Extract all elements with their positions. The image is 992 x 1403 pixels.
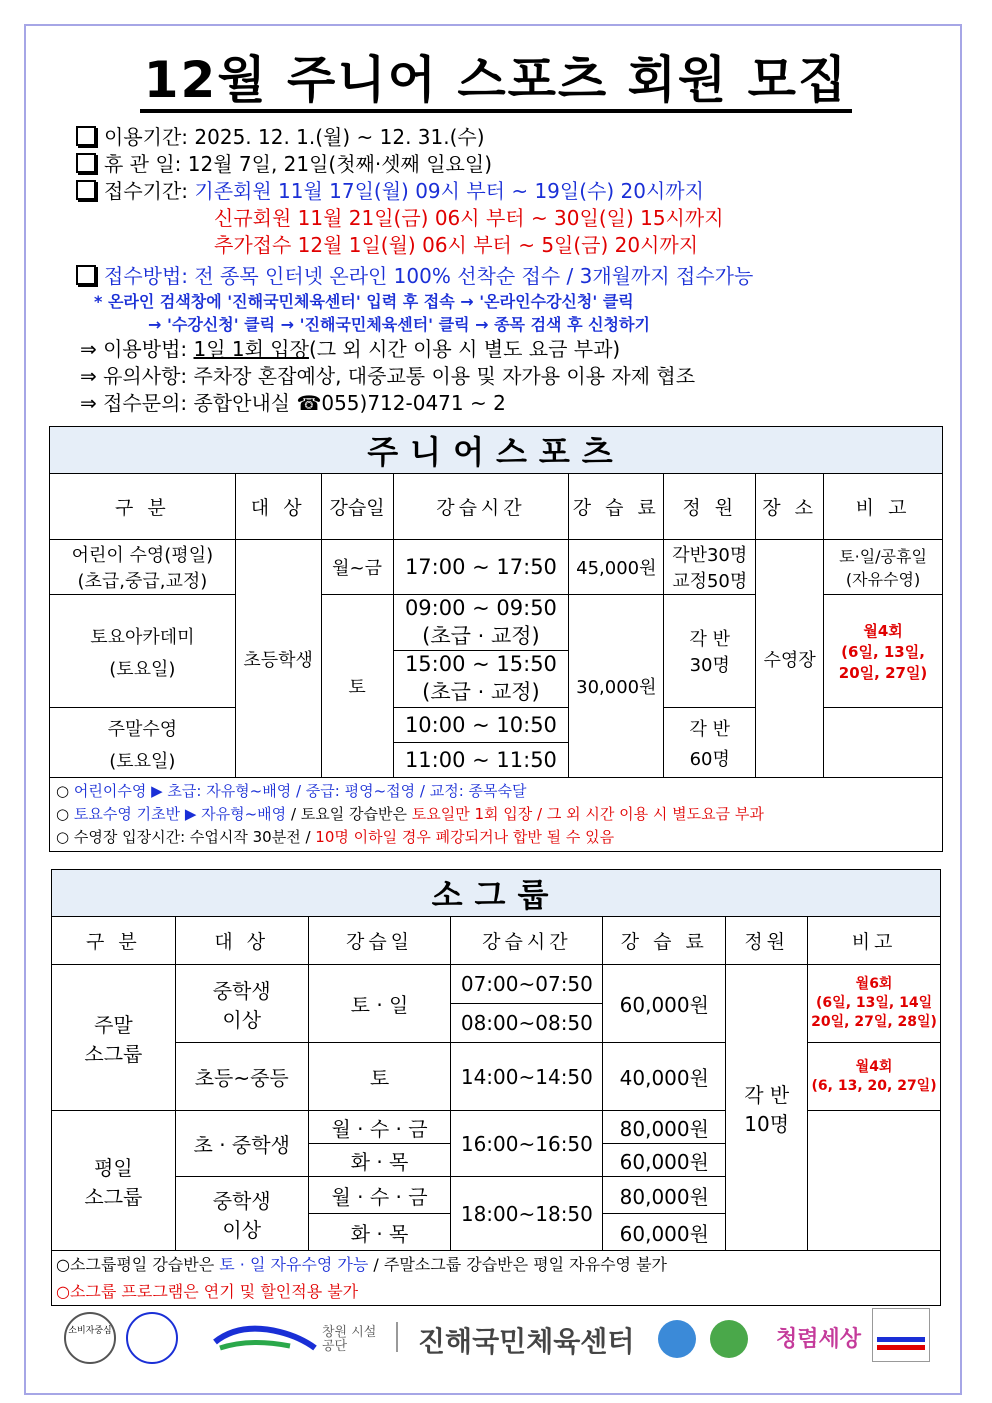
fee: 40,000원	[603, 1043, 726, 1111]
small-col-headers	[52, 917, 941, 965]
fee: 30,000원	[569, 595, 664, 778]
mascot-icon	[658, 1320, 696, 1358]
reg-row: 접수기간: 기존회원 11월 17일(월) 09시 부터 ~ 19일(수) 20시까지	[76, 178, 956, 205]
checkbox-icon	[76, 126, 96, 146]
footer-line-2: ○소그룹 프로그램은 연기 및 할인적용 불가	[56, 1282, 359, 1301]
consumer-logo: 소비자중심	[64, 1312, 116, 1364]
logo-bar	[60, 1308, 930, 1368]
contact-row: ⇒ 접수문의: 종합안내실 ☎055)712-0471 ~ 2	[80, 391, 506, 415]
capacity: 각 반 30명	[664, 595, 756, 708]
period-row: 이용기간: 2025. 12. 1.(월) ~ 12. 31.(수)	[76, 124, 956, 151]
program-name: 주말수영 (토요일)	[50, 708, 236, 778]
seal-logo	[126, 1312, 178, 1364]
col-header: 강습시간	[393, 474, 569, 540]
small-group-table	[51, 869, 941, 1306]
table-row	[50, 540, 943, 595]
checkbox-icon	[76, 265, 96, 285]
col-header: 강습일	[308, 917, 451, 965]
time: 10:00 ~ 10:50	[393, 708, 569, 743]
checkbox-icon	[76, 180, 96, 200]
days: 월 · 수 · 금	[308, 1111, 451, 1144]
days: 토	[308, 1043, 451, 1111]
place: 수영장	[756, 540, 824, 778]
capacity: 각 반 10명	[726, 965, 808, 1251]
method-row: 접수방법: 전 종목 인터넷 온라인 100% 선착순 접수 / 3개월까지 접수가능	[76, 263, 956, 290]
col-header: 비 고	[824, 474, 943, 540]
note-empty	[808, 1111, 941, 1251]
org-name: 창원 시설공단	[322, 1325, 377, 1354]
target: 초 · 중학생	[175, 1111, 308, 1177]
col-header: 정 원	[664, 474, 756, 540]
note: 월6회 (6일, 13일, 14일 20일, 27일, 28일)	[808, 965, 941, 1043]
reg-new-row: 신규회원 11월 21일(금) 06시 부터 ~ 30일(일) 15시까지	[214, 206, 724, 230]
days: 월~금	[321, 540, 393, 595]
program-name: 어린이 수영(평일) (초급,중급,교정)	[50, 540, 236, 595]
time: 18:00~18:50	[451, 1177, 603, 1251]
center-name: 진해국민체육센터	[418, 1325, 635, 1358]
col-header: 강습일	[321, 474, 393, 540]
fee: 45,000원	[569, 540, 664, 595]
note: 월4회 (6일, 13일, 20일, 27일)	[824, 595, 943, 708]
junior-sports-table	[49, 426, 943, 852]
col-header: 대 상	[235, 474, 321, 540]
days: 화 · 목	[308, 1214, 451, 1251]
footer-line-3: ○ 수영장 입장시간: 수업시작 30분전 / 10명 이하일 경우 폐강되거나 합반 될 수 있음	[56, 828, 615, 846]
time: 07:00~07:50	[451, 965, 603, 1004]
days: 화 · 목	[308, 1144, 451, 1177]
time: 14:00~14:50	[451, 1043, 603, 1111]
divider	[396, 1322, 398, 1352]
clean-logo: 청렴세상	[776, 1327, 862, 1352]
small-group-header: 소그룹	[52, 870, 941, 917]
weekend-group: 주말 소그룹	[52, 965, 176, 1111]
reg-extra-row: 추가접수 12월 1일(월) 06시 부터 ~ 5일(금) 20시까지	[214, 233, 699, 257]
target: 초등~중등	[175, 1043, 308, 1111]
fee: 60,000원	[603, 1214, 726, 1251]
col-header: 구 분	[52, 917, 176, 965]
footer-line-1: ○ 어린이수영 ▶ 초급: 자유형~배영 / 중급: 평영~접영 / 교정: 종목숙달	[56, 782, 527, 800]
junior-header: 주니어스포츠	[50, 427, 943, 474]
col-header: 강 습 료	[569, 474, 664, 540]
col-header: 정원	[726, 917, 808, 965]
usage-row: ⇒ 이용방법: 1일 1회 입장(그 외 시간 이용 시 별도 요금 부과)	[80, 337, 621, 361]
certificate-logo	[872, 1308, 930, 1362]
footer-line-2: ○ 토요수영 기초반 ▶ 자유형~배영 / 토요일 강습반은 토요일만 1회 입장 / 그 외 시간 이용 시 별도요금 부과	[56, 805, 764, 823]
time: 09:00 ~ 09:50 (초급 · 교정)	[393, 595, 569, 651]
time: 08:00~08:50	[451, 1004, 603, 1043]
col-header: 구 분	[50, 474, 236, 540]
table-row	[52, 1043, 941, 1111]
footer-line-1: ○소그룹평일 강습반은 토 · 일 자유수영 가능 / 주말소그룹 강습반은 평일 자유수영 불가	[56, 1255, 667, 1274]
target: 중학생 이상	[175, 1177, 308, 1251]
caution-row: ⇒ 유의사항: 주차장 혼잡예상, 대중교통 이용 및 자가용 이용 자제 협조	[80, 364, 696, 388]
weekday-group: 평일 소그룹	[52, 1111, 176, 1251]
col-header: 비고	[808, 917, 941, 965]
col-header: 강 습 료	[603, 917, 726, 965]
page-title: 12월 주니어 스포츠 회원 모집	[0, 40, 992, 112]
col-header: 강습시간	[451, 917, 603, 965]
time: 17:00 ~ 17:50	[393, 540, 569, 595]
target: 중학생 이상	[175, 965, 308, 1043]
checkbox-icon	[76, 153, 96, 173]
program-name: 토요아카데미 (토요일)	[50, 595, 236, 708]
time: 16:00~16:50	[451, 1111, 603, 1177]
junior-col-headers	[50, 474, 943, 540]
days: 월 · 수 · 금	[308, 1177, 451, 1214]
fee: 60,000원	[603, 1144, 726, 1177]
wave-logo-icon	[210, 1322, 320, 1358]
mascot-icon	[710, 1320, 748, 1358]
note-line-2: → '수강신청' 클릭 → '진해국민체육센터' 클릭 → 종목 검색 후 신청하기	[148, 315, 650, 334]
col-header: 대 상	[175, 917, 308, 965]
fee: 60,000원	[603, 965, 726, 1043]
days: 토 · 일	[308, 965, 451, 1043]
capacity: 각 반 60명	[664, 708, 756, 778]
table-row	[52, 965, 941, 1004]
target: 초등학생	[235, 540, 321, 778]
note: 토·일/공휴일 (자유수영)	[824, 540, 943, 595]
note: 월4회 (6, 13, 20, 27일)	[808, 1043, 941, 1111]
small-footer	[52, 1251, 941, 1306]
fee: 80,000원	[603, 1111, 726, 1144]
capacity: 각반30명 교정50명	[664, 540, 756, 595]
days: 토	[321, 595, 393, 778]
junior-footer	[50, 778, 943, 852]
time: 15:00 ~ 15:50 (초급 · 교정)	[393, 651, 569, 708]
col-header: 장 소	[756, 474, 824, 540]
time: 11:00 ~ 11:50	[393, 743, 569, 778]
note-empty	[824, 708, 943, 778]
info-section	[76, 124, 956, 417]
note-line-1: * 온라인 검색창에 '진해국민체육센터' 입력 후 접속 → '온라인수강신청' 클릭	[94, 292, 634, 311]
closed-row: 휴 관 일: 12월 7일, 21일(첫째·셋째 일요일)	[76, 151, 956, 178]
table-row	[52, 1111, 941, 1144]
fee: 80,000원	[603, 1177, 726, 1214]
